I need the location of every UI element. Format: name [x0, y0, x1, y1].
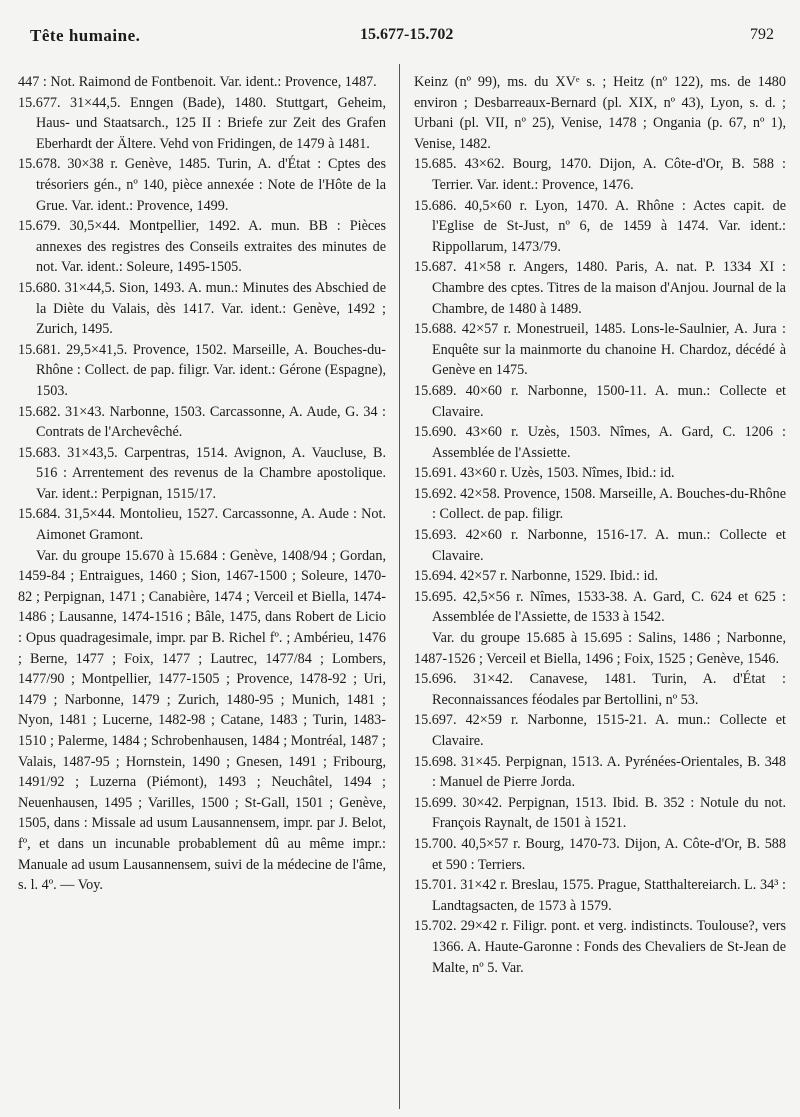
entry-15689: 15.689. 40×60 r. Narbonne, 1500-11. A. mun.: Collecte et Clavaire. — [414, 382, 786, 420]
running-title: Tête humaine. — [30, 26, 141, 45]
entry-15677: 15.677. 31×44,5. Enngen (Bade), 1480. Stuttgart, Geheim, Haus- und Staatsarch., 125 II : Briefe zur Zeit des Grafen Eberhardt der Ältere. Vehd von Fridingen, de 1479 à 1481. — [18, 94, 386, 152]
right-column — [414, 72, 786, 978]
variants-group: Var. du groupe 15.685 à 15.695 : Salins, 1486 ; Narbonne, 1487-1526 ; Verceil et Biella, 1496 ; Foix, 1525 ; Genève, 1546. — [414, 630, 786, 667]
page-number: 792 — [750, 26, 774, 43]
column-divider — [399, 64, 400, 1109]
entry-15680: 15.680. 31×44,5. Sion, 1493. A. mun.: Minutes des Abschied de la Diète du Valais, dès 1417. Var. ident.: Genève, 1492 ; Zurich, 1495. — [18, 279, 386, 338]
entry-15682: 15.682. 31×43. Narbonne, 1503. Carcassonne, A. Aude, G. 34 : Contrats de l'Archevêché. — [18, 403, 386, 441]
entry-15692: 15.692. 42×58. Provence, 1508. Marseille, A. Bouches-du-Rhône : Collect. de pap. filigr. — [414, 485, 786, 523]
entry-15683: 15.683. 31×43,5. Carpentras, 1514. Avignon, A. Vaucluse, B. 516 : Arrentement des revenus de la Chambre apostolique. Var. ident.: Perpignan, 1515/17. — [18, 444, 386, 502]
entry-15701: 15.701. 31×42 r. Breslau, 1575. Prague, Statthaltereiarch. L. 34³ : Landtagsacten, de 1573 à 1579. — [414, 877, 786, 914]
entry-15679: 15.679. 30,5×44. Montpellier, 1492. A. mun. BB : Pièces annexes des registres des Conseils extraites des minutes de not. Var. ident.: Soleure, 1495-1505. — [18, 218, 386, 276]
entry-15696: 15.696. 31×42. Canavese, 1481. Turin, A. d'État : Reconnaissances féodales par Bertollini, nº 53. — [414, 671, 786, 708]
entry-15700: 15.700. 40,5×57 r. Bourg, 1470-73. Dijon, A. Côte-d'Or, B. 588 et 590 : Terriers. — [414, 835, 786, 873]
variants-group: Var. du groupe 15.670 à 15.684 : Genève, 1408/94 ; Gordan, 1459-84 ; Entraigues, 1460 ; Sion, 1467-1500 ; Soleure, 1470-82 ; Perpignan, 1471 ; Canabière, 1474 ; Verceil et Biella, 1474-1486 ; Lausanne, 1474-1516 ; Bâle, 1475, dans Robert de Licio : Opus quadragesimale, impr. par B. Richel fº. ; Ambérieu, 1476 ; Berne, 1477 ; Foix, 1477 ; Lautrec, 1477/84 ; Lombers, 1477/90 ; Montpellier, 1477-1505 ; Provence, 1478-92 ; Uri, 1479 ; Narbonne, 1479 ; Zurich, 1480-95 ; Munich, 1481 ; Nyon, 1481 ; Lucerne, 1482-98 ; Catane, 1483 ; Turin, 1483-1510 ; Palerme, 1484 ; Schrobenhausen, 1484 ; Montréal, 1487 ; Valais, 1487-95 ; Hornstein, 1490 ; Gnesen, 1491 ; Fribourg, 1491/92 ; Luzerna (Piémont), 1493 ; Neuchâtel, 1494 ; Neuenhausen, 1495 ; Varilles, 1500 ; St-Gall, 1501 ; Genève, 1505, dans : Missale ad usum Lausannensem, impr. par J. Belot, fº, et dans un incunable probablement dû au même impr.: Manuale ad usum Lausannensem, suivi de la médecine de l'âme, s. l. 4º. — Voy. — [18, 547, 386, 894]
entry-15697: 15.697. 42×59 r. Narbonne, 1515-21. A. mun.: Collecte et Clavaire. — [414, 712, 786, 749]
continued-entry: 447 : Not. Raimond de Fontbenoit. Var. ident.: Provence, 1487. — [18, 74, 377, 90]
entry-15688: 15.688. 42×57 r. Monestrueil, 1485. Lons-le-Saulnier, A. Jura : Enquête sur la mainmorte du chanoine H. Chardoz, décédé à Genève en 1475. — [414, 321, 786, 379]
entry-15694: 15.694. 42×57 r. Narbonne, 1529. Ibid.: id. — [414, 568, 659, 585]
entry-15681: 15.681. 29,5×41,5. Provence, 1502. Marseille, A. Bouches-du-Rhône : Collect. de pap. filigr. Var. ident.: Gérone (Espagne), 1503. — [18, 341, 386, 399]
entry-15690: 15.690. 43×60 r. Uzès, 1503. Nîmes, A. Gard, C. 1206 : Assemblée de l'Assiette. — [414, 424, 786, 461]
entry-range: 15.677-15.702 — [360, 26, 454, 43]
entry-15698: 15.698. 31×45. Perpignan, 1513. A. Pyrénées-Orientales, B. 348 : Manuel de Pierre Jorda. — [414, 753, 786, 791]
entry-15687: 15.687. 41×58 r. Angers, 1480. Paris, A. nat. P. 1334 XI : Chambre des cptes. Titres de la maison d'Anjou. Journal de la Chambre, de 1480 à 1489. — [414, 259, 786, 317]
left-column — [18, 72, 386, 896]
entry-15685: 15.685. 43×62. Bourg, 1470. Dijon, A. Côte-d'Or, B. 588 : Terrier. Var. ident.: Provence, 1476. — [414, 156, 786, 193]
entry-15678: 15.678. 30×38 r. Genève, 1485. Turin, A. d'État : Cptes des trésoriers gén., nº 140, pièce annexée : Note de l'Hôte de la Grue. Var. ident.: Provence, 1499. — [18, 156, 386, 214]
entry-15686: 15.686. 40,5×60 r. Lyon, 1470. A. Rhône : Actes capit. de l'Eglise de St-Just, nº 6, de 1459 à 1474. Var. ident.: Rippollarum, 1473/79. — [414, 197, 786, 255]
entry-15695: 15.695. 42,5×56 r. Nîmes, 1533-38. A. Gard, C. 624 et 625 : Assemblée de l'Assiette, de 1533 à 1542. — [414, 588, 786, 626]
continued-entry: Keinz (nº 99), ms. du XVᵉ s. ; Heitz (nº 122), ms. de 1480 environ ; Desbarreaux-Bernard (pl. XIX, nº 43), Lyon, s. d. ; Urbani (pl. VII, nº 25), Venise, 1478 ; Ongania (p. 67, nº 1), Venise, 1482. — [414, 74, 786, 152]
entry-15699: 15.699. 30×42. Perpignan, 1513. Ibid. B. 352 : Notule du not. François Raynalt, de 1501 à 1521. — [414, 794, 786, 832]
entry-15702: 15.702. 29×42 r. Filigr. pont. et verg. indistincts. Toulouse?, vers 1366. A. Haute-Garonne : Fonds des Chevaliers de St-Jean de Malte, nº 5. Var. — [414, 918, 786, 976]
entry-15691: 15.691. 43×60 r. Uzès, 1503. Nîmes, Ibid.: id. — [414, 465, 675, 482]
entry-15693: 15.693. 42×60 r. Narbonne, 1516-17. A. mun.: Collecte et Clavaire. — [414, 527, 786, 564]
page-header — [30, 26, 774, 56]
entry-15684: 15.684. 31,5×44. Montolieu, 1527. Carcassonne, A. Aude : Not. Aimonet Gramont. — [18, 506, 386, 544]
